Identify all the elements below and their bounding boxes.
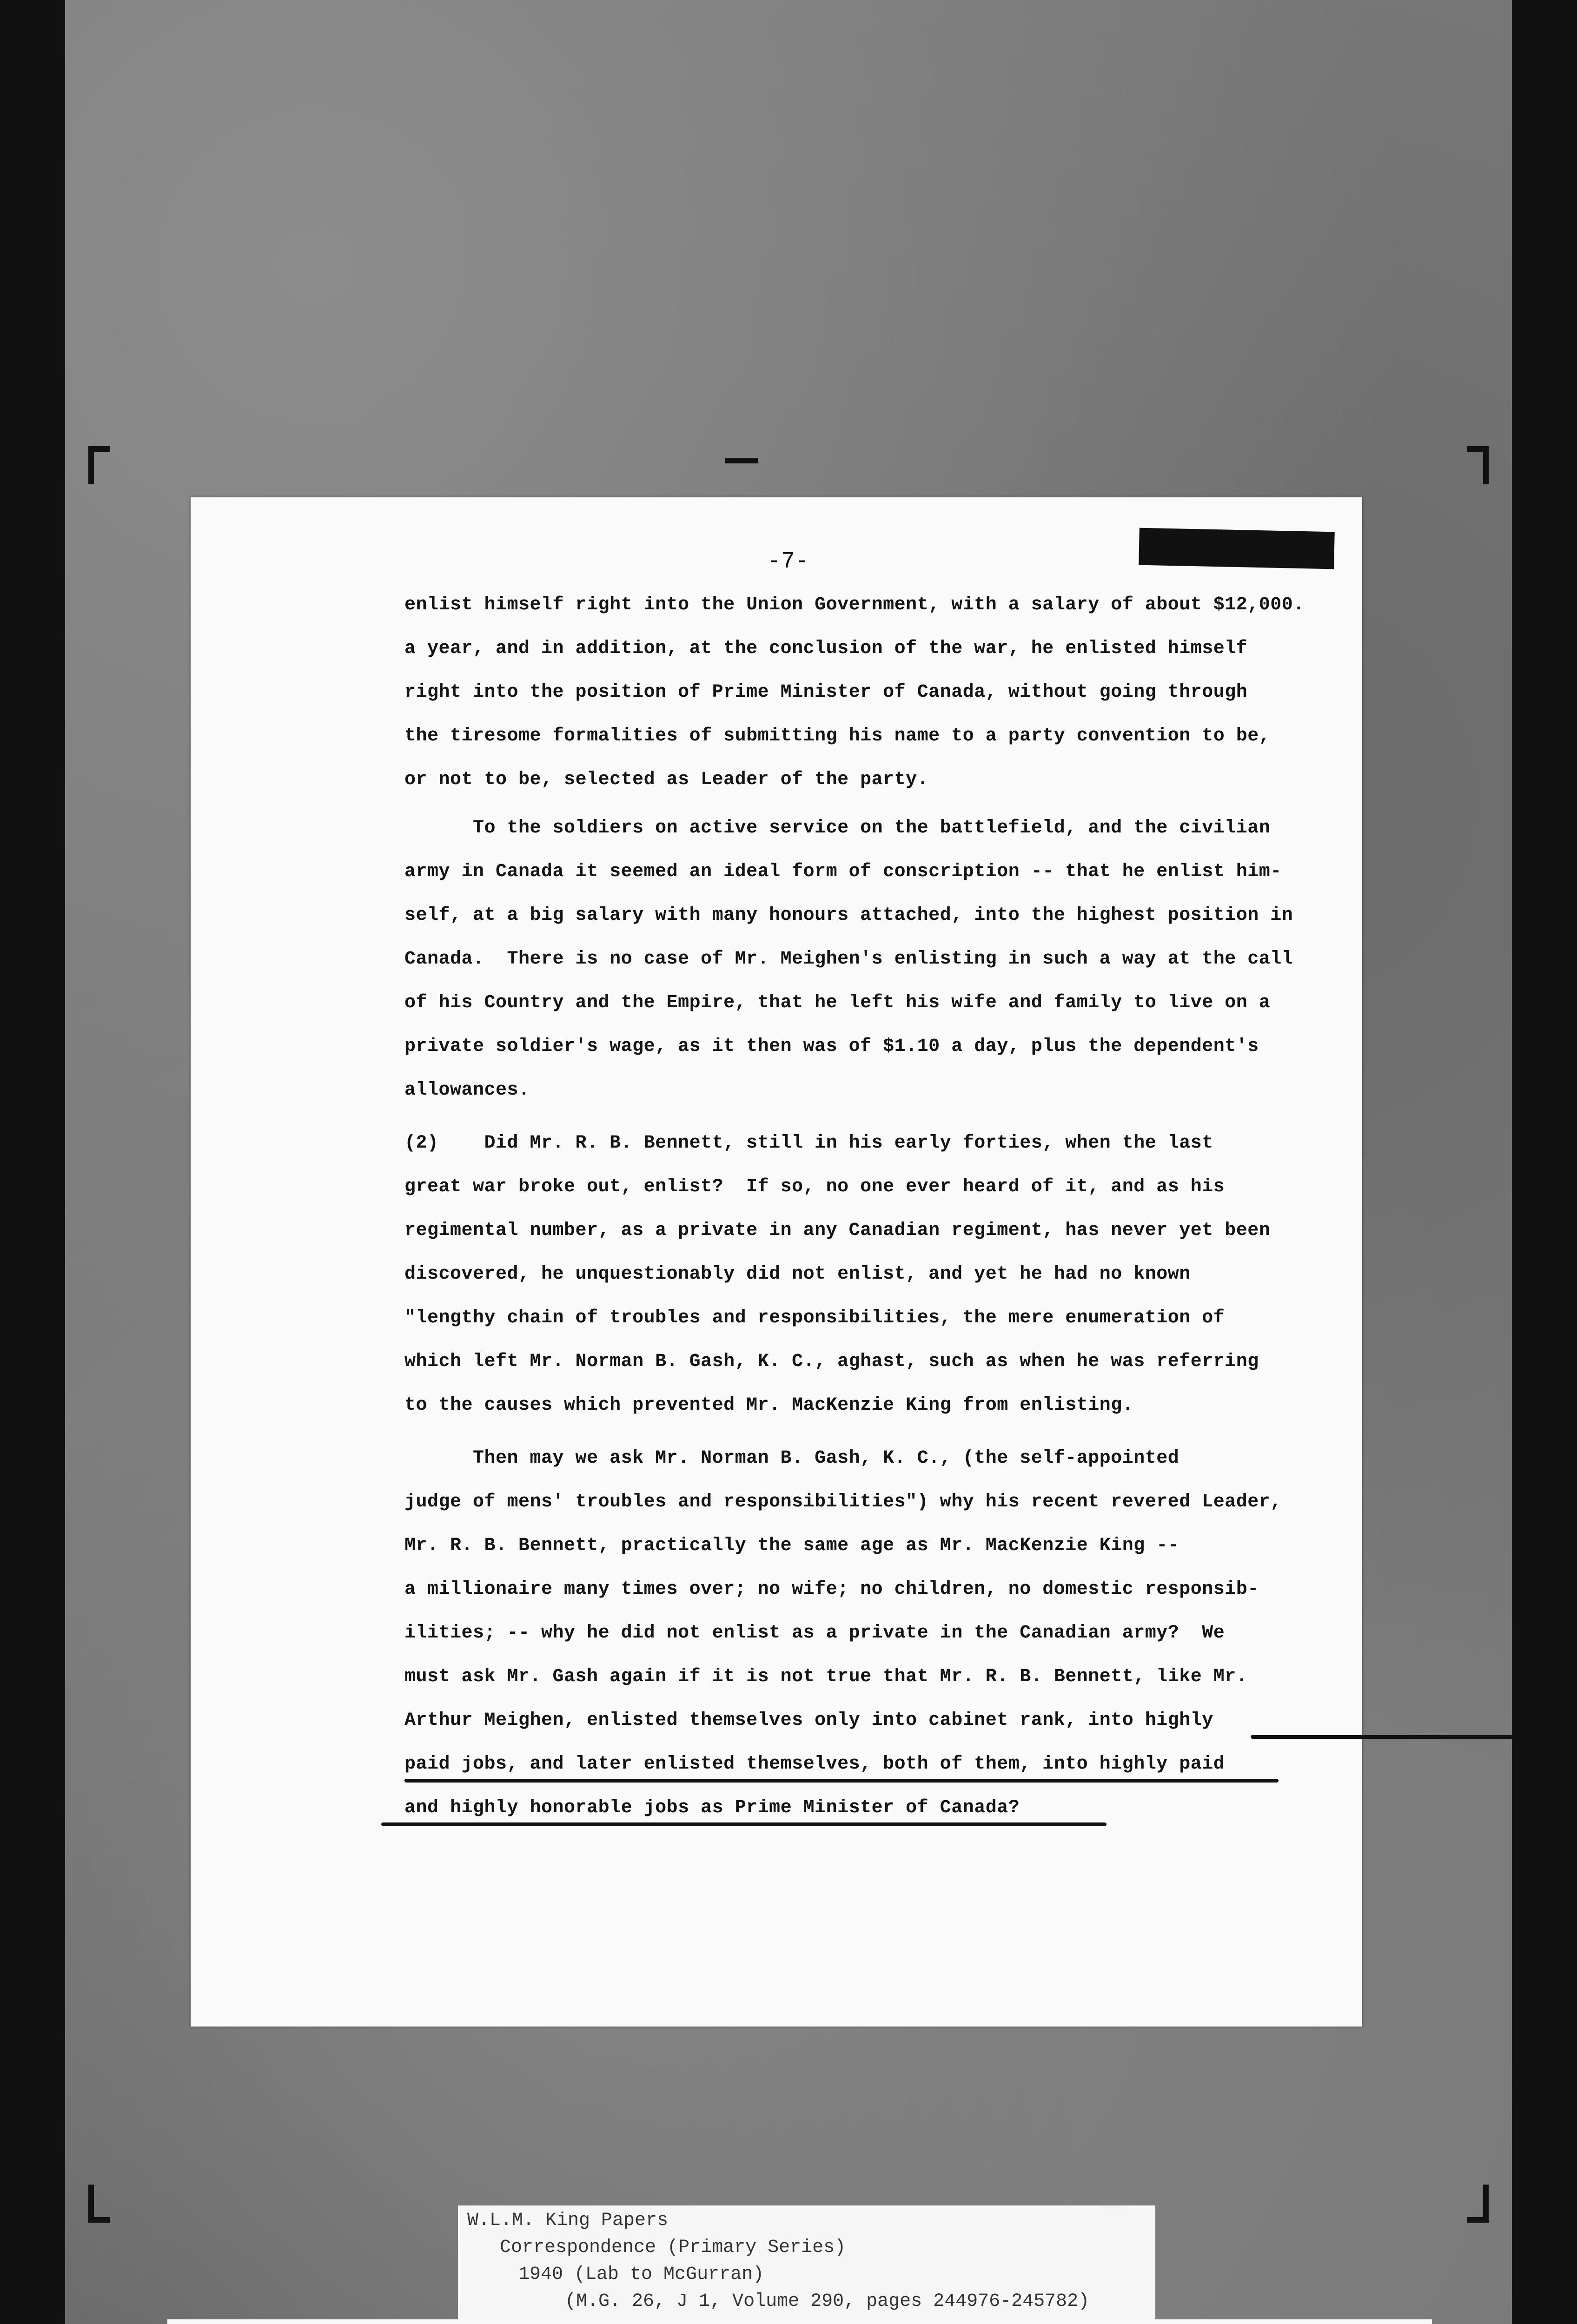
- text-line: Mr. R. B. Bennett, practically the same age as Mr. MacKenzie King --: [404, 1535, 1179, 1556]
- text-line: judge of mens' troubles and responsibilities") why his recent revered Leader,: [404, 1492, 1282, 1512]
- text-line: (2) Did Mr. R. B. Bennett, still in his early forties, when the last: [404, 1133, 1213, 1154]
- text-line: Canada. There is no case of Mr. Meighen's enlisting in such a way at the call: [404, 949, 1293, 970]
- text-line: Then may we ask Mr. Norman B. Gash, K. C., (the self-appointed: [404, 1448, 1179, 1469]
- text-line: must ask Mr. Gash again if it is not true that Mr. R. B. Bennett, like Mr.: [404, 1666, 1248, 1687]
- text-line: and highly honorable jobs as Prime Minister of Canada?: [404, 1797, 1020, 1818]
- crop-mark-bottom-right: [1467, 2185, 1489, 2223]
- text-line: paid jobs, and later enlisted themselves, both of them, into highly paid: [404, 1754, 1225, 1775]
- text-line: Arthur Meighen, enlisted themselves only into cabinet rank, into highly: [404, 1710, 1213, 1731]
- film-edge-right: [1512, 0, 1577, 2324]
- label-line-4: (M.G. 26, J 1, Volume 290, pages 244976-245782): [565, 2291, 1090, 2312]
- text-line: ilities; -- why he did not enlist as a private in the Canadian army? We: [404, 1623, 1225, 1644]
- public-archives-card: [167, 2319, 1432, 2324]
- typed-page: [191, 497, 1362, 2027]
- text-line: right into the position of Prime Minister of Canada, without going through: [404, 682, 1248, 703]
- redaction-tape: [1139, 528, 1335, 569]
- text-line: to the causes which prevented Mr. MacKenzie King from enlisting.: [404, 1395, 1134, 1416]
- label-line-3: 1940 (Lab to McGurran): [518, 2264, 764, 2285]
- text-line: "lengthy chain of troubles and responsibilities, the mere enumeration of: [404, 1307, 1225, 1328]
- crop-mark-top-left: [88, 446, 110, 484]
- handwritten-underline: [1251, 1735, 1576, 1739]
- text-line: a year, and in addition, at the conclusion of the war, he enlisted himself: [404, 638, 1248, 659]
- text-line: self, at a big salary with many honours attached, into the highest position in: [404, 905, 1293, 926]
- text-line: enlist himself right into the Union Government, with a salary of about $12,000.: [404, 594, 1305, 615]
- text-line: To the soldiers on active service on the battlefield, and the civilian: [404, 818, 1271, 838]
- text-line: army in Canada it seemed an ideal form of conscription -- that he enlist him-: [404, 861, 1282, 882]
- text-line: great war broke out, enlist? If so, no one ever heard of it, and as his: [404, 1176, 1225, 1197]
- page-number: -7-: [767, 548, 809, 575]
- text-line: allowances.: [404, 1080, 530, 1101]
- text-line: which left Mr. Norman B. Gash, K. C., aghast, such as when he was referring: [404, 1351, 1259, 1372]
- label-line-2: Correspondence (Primary Series): [500, 2237, 846, 2258]
- text-line: the tiresome formalities of submitting his name to a party convention to be,: [404, 726, 1271, 746]
- archive-reference-label: [458, 2205, 1155, 2322]
- text-line: a millionaire many times over; no wife; no children, no domestic responsib-: [404, 1579, 1259, 1600]
- handwritten-underline: [381, 1822, 1107, 1826]
- text-line: discovered, he unquestionably did not enlist, and yet he had no known: [404, 1264, 1191, 1285]
- film-edge-left: [0, 0, 65, 2324]
- text-line: private soldier's wage, as it then was of $1.10 a day, plus the dependent's: [404, 1036, 1259, 1057]
- crop-mark-top-center: [725, 458, 758, 463]
- text-line: of his Country and the Empire, that he left his wife and family to live on a: [404, 992, 1271, 1013]
- crop-mark-top-right: [1467, 446, 1489, 484]
- text-line: or not to be, selected as Leader of the party.: [404, 769, 929, 790]
- handwritten-underline: [404, 1779, 1279, 1783]
- crop-mark-bottom-left: [88, 2185, 110, 2223]
- label-line-1: W.L.M. King Papers: [467, 2210, 669, 2231]
- text-line: regimental number, as a private in any Canadian regiment, has never yet been: [404, 1220, 1271, 1241]
